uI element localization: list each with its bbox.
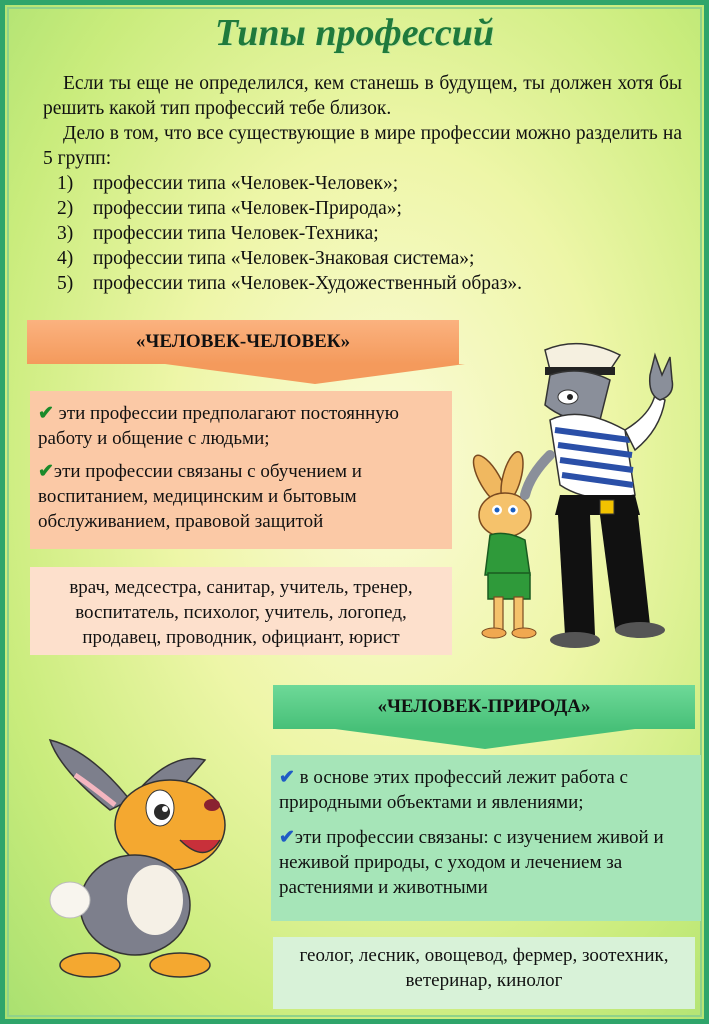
list-item: 5) профессии типа «Человек-Художественный образ». xyxy=(57,273,523,294)
section1-examples: врач, медсестра, санитар, учитель, тренер, воспитатель, психолог, учитель, логопед, продавец, проводник, официант, юрист xyxy=(30,567,452,655)
check-icon: ✔ xyxy=(279,827,295,848)
intro-text xyxy=(43,71,682,296)
section2-arrow xyxy=(335,729,635,749)
list-item: 2) профессии типа «Человек-Природа»; xyxy=(57,198,402,219)
list-item: 4) профессии типа «Человек-Знаковая система»; xyxy=(57,248,475,269)
section1-arrow xyxy=(165,364,465,384)
section1-bullet-2: ✔эти профессии связаны с обучением и воспитанием, медицинским и бытовым обслуживанием, правовой защитой xyxy=(38,461,362,532)
check-icon: ✔ xyxy=(38,403,54,424)
section2-heading: «ЧЕЛОВЕК-ПРИРОДА» xyxy=(377,696,591,717)
page-title: Типы профессий xyxy=(214,12,495,54)
section1-heading: «ЧЕЛОВЕК-ЧЕЛОВЕК» xyxy=(135,331,351,352)
hare-illustration xyxy=(467,450,536,638)
intro-paragraph-1: Если ты еще не определился, кем станешь в будущем, ты должен хотя бы решить какой тип профессий тебе близок. xyxy=(43,73,682,119)
section2-description xyxy=(271,755,701,921)
check-icon: ✔ xyxy=(38,461,54,482)
section1-bullet-1: ✔ эти профессии предполагают постоянную работу и общение с людьми; xyxy=(38,403,399,449)
section2-bullet-2: ✔эти профессии связаны: с изучением живой и неживой природы, с уходом и лечением за растениями и животными xyxy=(279,827,664,898)
section2-bullet-1: ✔ в основе этих профессий лежит работа с природными объектами и явлениями; xyxy=(279,767,628,813)
section1-description xyxy=(30,391,452,549)
intro-paragraph-2: Дело в том, что все существующие в мире профессии можно разделить на 5 групп: xyxy=(43,123,682,169)
check-icon: ✔ xyxy=(279,767,295,788)
wolf-and-hare-illustration xyxy=(450,335,695,665)
list-item: 3) профессии типа Человек-Техника; xyxy=(57,223,379,244)
section2-examples: геолог, лесник, овощевод, фермер, зоотехник, ветеринар, кинолог xyxy=(273,937,695,1009)
list-item: 1) профессии типа «Человек-Человек»; xyxy=(57,173,399,194)
wolf-illustration xyxy=(525,344,673,648)
bunny-illustration xyxy=(30,730,255,985)
profession-types-list xyxy=(43,171,682,296)
